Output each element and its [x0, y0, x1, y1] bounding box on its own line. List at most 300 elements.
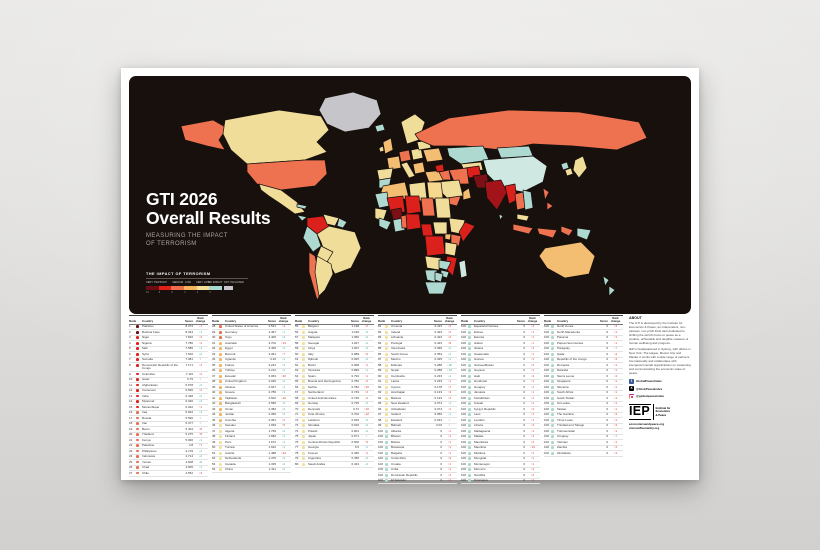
- rank-cell: 25: [129, 459, 133, 464]
- rank-change-cell: ↑1: [613, 362, 618, 367]
- rank-change-cell: ↑4: [530, 423, 535, 428]
- score-cell: 1.672: [268, 439, 276, 444]
- rank-cell: 100: [544, 362, 550, 367]
- country-cell: Sri Lanka: [557, 401, 570, 406]
- rank-change-cell: ↑4: [281, 324, 286, 329]
- rank-cell: 67: [295, 390, 299, 395]
- country-cell: Costa Rica: [391, 456, 406, 461]
- rank-cell: 92: [378, 384, 382, 389]
- rank-cell: 74: [295, 428, 299, 433]
- rank-cell: 100: [544, 390, 550, 395]
- rank-cell: 100: [544, 439, 550, 444]
- rank-change-cell: ↑1: [364, 450, 369, 455]
- country-cell: Oman: [225, 406, 234, 411]
- score-cell: 0: [440, 439, 442, 444]
- country-cell: Lebanon: [308, 417, 320, 422]
- rank-cell: 100: [544, 346, 550, 351]
- score-cell: 0: [523, 362, 525, 367]
- country-cell: Liberia: [474, 423, 484, 428]
- score-cell: 1.475: [268, 456, 276, 461]
- rank-cell: 100: [544, 395, 550, 400]
- score-cell: 0: [523, 335, 525, 340]
- rank-cell: 73: [295, 423, 299, 428]
- rank-change-cell: ↓1: [447, 412, 452, 417]
- rank-cell: 49: [212, 439, 216, 444]
- header-country: Country: [225, 318, 237, 323]
- map-niger: [405, 196, 421, 214]
- website-visionofhumanity: visionofhumanity.org: [629, 426, 660, 431]
- rank-cell: 100: [378, 478, 384, 483]
- header-country: Country: [557, 318, 569, 323]
- map-greenland: [319, 92, 381, 132]
- country-cell: Slovenia: [557, 384, 569, 389]
- rank-change-cell: ↑1: [530, 412, 535, 417]
- about-column: [629, 315, 691, 473]
- header-rank: Rank: [544, 318, 552, 323]
- score-cell: 0.044: [434, 417, 442, 422]
- country-cell: Mexico: [391, 357, 401, 362]
- country-cell: Kosovo: [308, 450, 319, 455]
- rank-cell: 26: [129, 465, 133, 470]
- country-cell: Burkina Faso: [142, 329, 160, 334]
- country-cell: Brazil: [308, 362, 316, 367]
- score-cell: 0.423: [434, 324, 442, 329]
- score-cell: 0: [523, 417, 525, 422]
- rank-change-cell: ↑4: [613, 357, 618, 362]
- table-column-group: [544, 315, 623, 473]
- country-cell: Bahrain: [391, 423, 402, 428]
- rank-change-cell: =: [199, 357, 202, 362]
- rank-change-cell: ↓3: [281, 362, 286, 367]
- rank-cell: 76: [295, 439, 299, 444]
- score-cell: 0.794: [351, 373, 359, 378]
- header-score: Score: [599, 318, 608, 323]
- score-cell: 0: [606, 450, 608, 455]
- score-cell: 0: [523, 412, 525, 417]
- legend-tick: 4: [184, 290, 186, 294]
- rank-cell: 21: [129, 437, 133, 442]
- header-score: Score: [433, 318, 442, 323]
- score-cell: 0.72: [353, 406, 359, 411]
- country-cell: Lithuania: [391, 335, 404, 340]
- country-cell: Burundi: [225, 351, 236, 356]
- rank-change-cell: ↑2: [281, 417, 286, 422]
- rank-change-cell: ↑1: [364, 373, 369, 378]
- header-rank: Rank: [378, 318, 386, 323]
- table-header-row: [461, 315, 540, 325]
- country-cell: Mozambique: [142, 404, 160, 409]
- rank-cell: 100: [378, 445, 384, 450]
- rank-change-cell: ↑1: [447, 439, 452, 444]
- country-cell: Kazakhstan: [474, 395, 490, 400]
- rank-cell: 39: [212, 384, 216, 389]
- score-cell: 0: [523, 390, 525, 395]
- score-cell: 0.399: [434, 346, 442, 351]
- country-cell: Afghanistan: [142, 382, 158, 387]
- rank-cell: 45: [212, 417, 216, 422]
- score-cell: 0.702: [351, 412, 359, 417]
- score-cell: 0.288: [434, 368, 442, 373]
- rank-change-cell: ↓13: [447, 368, 452, 373]
- score-cell: 0: [606, 340, 608, 345]
- score-cell: 0.455: [351, 456, 359, 461]
- score-cell: 0.899: [351, 368, 359, 373]
- rank-cell: 15: [129, 404, 133, 409]
- country-cell: Cyprus: [391, 384, 401, 389]
- rank-change-cell: =: [365, 434, 368, 439]
- rank-cell: 5: [129, 346, 131, 351]
- country-cell: Iraq: [142, 410, 148, 415]
- rank-cell: 32: [212, 346, 216, 351]
- rank-change-cell: ↑4: [530, 434, 535, 439]
- score-cell: 6.428: [185, 393, 193, 398]
- rank-change-cell: =: [448, 423, 451, 428]
- rank-cell: 27: [129, 470, 133, 475]
- legend-tick: 0: [209, 290, 211, 294]
- country-cell: Myanmar: [142, 399, 155, 404]
- footer-websites: [629, 422, 691, 430]
- rank-change-cell: ↓2: [198, 399, 203, 404]
- rank-cell: 53: [212, 461, 216, 466]
- score-cell: 0.782: [351, 379, 359, 384]
- rank-change-cell: ↑4: [530, 472, 535, 477]
- score-cell: 0.178: [434, 384, 442, 389]
- results-table: [129, 315, 691, 483]
- score-cell: 0: [523, 379, 525, 384]
- rank-cell: 100: [461, 335, 467, 340]
- country-cell: Colombia: [142, 371, 155, 376]
- score-cell: 0: [606, 346, 608, 351]
- score-cell: 0: [606, 335, 608, 340]
- score-cell: 3.26: [270, 357, 276, 362]
- rank-change-cell: ↑2: [198, 371, 203, 376]
- rank-change-cell: ↑22: [364, 384, 369, 389]
- rank-cell: 13: [129, 393, 133, 398]
- rank-change-cell: ↑4: [613, 324, 618, 329]
- rank-cell: 94: [378, 395, 382, 400]
- rank-cell: 100: [544, 434, 550, 439]
- gti-poster: [121, 68, 699, 483]
- rank-change-cell: ↑1: [613, 417, 618, 422]
- map-madagascar: [459, 260, 467, 278]
- table-row: [461, 479, 540, 485]
- country-cell: Nicaragua: [474, 478, 488, 483]
- header-country: Country: [391, 318, 403, 323]
- score-cell: 8.324: [185, 329, 193, 334]
- country-cell: Angola: [308, 329, 318, 334]
- rank-change-cell: ↑1: [530, 379, 535, 384]
- rank-change-cell: ↑4: [613, 351, 618, 356]
- score-cell: 6.79: [187, 377, 193, 382]
- rank-change-cell: ↓3: [281, 390, 286, 395]
- rank-change-cell: ↑4: [613, 450, 618, 455]
- country-cell: Slovakia: [308, 423, 320, 428]
- rank-change-cell: ↑4: [613, 412, 618, 417]
- rank-cell: 97: [378, 412, 382, 417]
- rank-change-cell: ↑4: [530, 346, 535, 351]
- country-cell: Türkiye: [225, 368, 235, 373]
- map-australia: [539, 242, 595, 278]
- score-cell: 4.467: [268, 329, 276, 334]
- rank-cell: 20: [129, 432, 133, 437]
- score-cell: 0: [523, 357, 525, 362]
- rank-change-cell: ↑5: [281, 423, 286, 428]
- score-cell: 0: [523, 340, 525, 345]
- rank-change-cell: ↑2: [447, 324, 452, 329]
- country-cell: Bangladesh: [225, 401, 241, 406]
- score-cell: 0: [523, 467, 525, 472]
- rank-cell: 100: [461, 472, 467, 477]
- rank-change-cell: ↑1: [530, 478, 535, 483]
- map-canada: [223, 110, 329, 164]
- rank-cell: 100: [461, 478, 467, 483]
- rank-change-cell: ↑10: [364, 406, 369, 411]
- score-cell: 0.5: [354, 445, 359, 450]
- table-header-row: [129, 315, 208, 325]
- rank-cell: 31: [212, 340, 216, 345]
- score-cell: 0: [523, 324, 525, 329]
- country-cell: Central African Republic: [308, 439, 341, 444]
- rank-cell: 69: [295, 401, 299, 406]
- table-column-group: [212, 315, 291, 473]
- score-cell: 2.361: [268, 417, 276, 422]
- score-cell: 0.749: [351, 395, 359, 400]
- score-cell: 0: [523, 456, 525, 461]
- rank-cell: 7: [129, 357, 131, 362]
- rank-cell: 33: [212, 351, 216, 356]
- score-cell: 0: [523, 346, 525, 351]
- rank-cell: 29: [212, 329, 216, 334]
- score-cell: 0: [606, 428, 608, 433]
- rank-change-cell: ↑1: [530, 428, 535, 433]
- country-cell: Guinea: [474, 357, 484, 362]
- rank-change-cell: ↑1: [530, 340, 535, 345]
- rank-cell: 100: [544, 379, 550, 384]
- score-cell: 1.682: [268, 434, 276, 439]
- rank-change-cell: ↑4: [613, 423, 618, 428]
- rank-cell: 46: [212, 423, 216, 428]
- rank-cell: 100: [461, 401, 467, 406]
- country-cell: Germany: [225, 329, 238, 334]
- country-cell: Laos: [474, 412, 481, 417]
- rank-cell: 99: [378, 423, 382, 428]
- country-cell: Libya: [308, 346, 316, 351]
- score-cell: 1.007: [351, 346, 359, 351]
- rank-change-cell: ↑1: [447, 434, 452, 439]
- legend-label: VERY LOW: [196, 280, 210, 284]
- rank-cell: 6: [129, 351, 131, 356]
- rank-change-cell: ↓1: [447, 357, 452, 362]
- rank-cell: 100: [461, 461, 467, 466]
- map-indonesia: [513, 224, 533, 234]
- score-cell: 0: [523, 428, 525, 433]
- rank-change-cell: ↓2: [281, 368, 286, 373]
- rank-cell: 50: [212, 445, 216, 450]
- country-cell: Portugal: [391, 340, 403, 345]
- table-column-group: [378, 315, 457, 483]
- rank-cell: 60: [295, 351, 299, 356]
- rank-cell: 54: [212, 467, 216, 472]
- rank-change-cell: ↑6: [364, 351, 369, 356]
- rank-change-cell: ↑1: [530, 401, 535, 406]
- rank-change-cell: ↓8: [198, 459, 203, 464]
- table-column-group: [129, 315, 208, 473]
- legend-colorbar: [146, 286, 234, 290]
- rank-change-cell: ↓2: [364, 461, 369, 466]
- header-rank: Rank: [295, 318, 303, 323]
- score-cell: 0.423: [434, 335, 442, 340]
- rank-change-cell: ↑2: [447, 329, 452, 334]
- table-row: [378, 479, 457, 485]
- country-cell: South Sudan: [557, 395, 575, 400]
- country-cell: Syria: [142, 351, 149, 356]
- country-cell: Ukraine: [225, 384, 236, 389]
- rank-change-cell: ↑2: [198, 335, 203, 340]
- country-cell: Egypt: [225, 346, 233, 351]
- score-cell: 0: [523, 406, 525, 411]
- rank-cell: 100: [461, 362, 467, 367]
- country-cell: Algeria: [225, 428, 235, 433]
- score-cell: 7.780: [185, 340, 193, 345]
- table-row: [295, 462, 374, 468]
- instagram-icon: [629, 394, 634, 399]
- country-cell: Qatar: [557, 351, 565, 356]
- rank-change-cell: ↑5: [364, 439, 369, 444]
- rank-change-cell: ↑1: [447, 461, 452, 466]
- score-cell: 2.586: [268, 401, 276, 406]
- country-cell: El Salvador: [391, 478, 407, 483]
- rank-change-cell: ↑2: [364, 390, 369, 395]
- score-cell: 0.353: [434, 351, 442, 356]
- rank-change-cell: ↑1: [447, 450, 452, 455]
- country-cell: Denmark: [308, 406, 321, 411]
- rank-change-cell: ↓2: [281, 428, 286, 433]
- score-cell: 0.233: [434, 373, 442, 378]
- iep-logo-tagline: Institute for Economics & Peace: [653, 404, 670, 420]
- map-usa: [247, 160, 327, 190]
- score-cell: 2.927: [268, 384, 276, 389]
- rank-change-cell: ↓1: [198, 329, 203, 334]
- country-cell: Chile: [142, 470, 149, 475]
- score-cell: 0.616: [351, 423, 359, 428]
- rank-cell: 56: [295, 329, 299, 334]
- rank-cell: 100: [378, 434, 384, 439]
- legend-tick: 6: [171, 290, 173, 294]
- header-rank-change: Rank change: [278, 316, 289, 323]
- rank-change-cell: ↑1: [530, 335, 535, 340]
- map-tanzania: [445, 242, 457, 256]
- rank-cell: 100: [378, 456, 384, 461]
- rank-cell: 79: [295, 456, 299, 461]
- rank-cell: 24: [129, 454, 133, 459]
- rank-change-cell: ↓1: [281, 384, 286, 389]
- score-cell: 2.366: [268, 412, 276, 417]
- map-panel: [129, 76, 691, 314]
- iep-logo-mark: IEP: [629, 404, 651, 419]
- score-cell: 0: [606, 401, 608, 406]
- rank-change-cell: ↑3: [447, 395, 452, 400]
- country-cell: Yemen: [142, 459, 152, 464]
- rank-cell: 100: [461, 379, 467, 384]
- score-cell: 4.521: [268, 324, 276, 329]
- rank-cell: 37: [212, 373, 216, 378]
- rank-cell: 90: [378, 373, 382, 378]
- rank-change-cell: ↓2: [198, 351, 203, 356]
- score-cell: 0: [440, 445, 442, 450]
- rank-change-cell: ↑1: [530, 450, 535, 455]
- social-links: [629, 379, 691, 399]
- country-cell: Kyrgyz Republic: [474, 406, 496, 411]
- rank-cell: 100: [544, 412, 550, 417]
- rank-cell: 22: [129, 443, 133, 448]
- map-drc: [425, 236, 445, 256]
- rank-cell: 81: [378, 324, 382, 329]
- rank-cell: 96: [378, 406, 382, 411]
- country-cell: Spain: [308, 373, 316, 378]
- country-cell: Serbia: [308, 384, 317, 389]
- table-row: [129, 471, 208, 477]
- rank-change-cell: ↓2: [281, 456, 286, 461]
- table-row: [212, 468, 291, 474]
- header-rank-change: Rank change: [527, 316, 538, 323]
- country-cell: Zambia: [557, 445, 568, 450]
- rank-change-cell: ↑1: [530, 390, 535, 395]
- score-cell: 0: [606, 362, 608, 367]
- rank-cell: 14: [129, 399, 133, 404]
- score-cell: 4.406: [268, 335, 276, 340]
- rank-cell: 12: [129, 388, 133, 393]
- score-cell: 2.786: [268, 390, 276, 395]
- country-cell: Iran: [142, 421, 148, 426]
- country-cell: Netherlands: [225, 456, 242, 461]
- rank-cell: 82: [378, 329, 382, 334]
- rank-change-cell: ↑1: [447, 406, 452, 411]
- country-cell: Republic of the Congo: [557, 357, 587, 362]
- rank-change-cell: ↓1: [198, 465, 203, 470]
- country-cell: Côte d'Ivoire: [308, 412, 325, 417]
- country-cell: Niger: [142, 335, 150, 340]
- rank-change-cell: ↑1: [530, 395, 535, 400]
- social-x: [629, 386, 691, 391]
- country-cell: Croatia: [391, 461, 401, 466]
- country-cell: India: [142, 393, 149, 398]
- header-rank-change: Rank change: [610, 316, 621, 323]
- facebook-icon: f: [630, 378, 633, 383]
- table-row: [544, 451, 623, 457]
- rank-change-cell: ↓2: [198, 393, 203, 398]
- rank-change-cell: ↑1: [613, 335, 618, 340]
- score-cell: 0: [440, 461, 442, 466]
- score-cell: 0.423: [434, 329, 442, 334]
- score-cell: 4.605: [185, 465, 193, 470]
- country-cell: Armenia: [391, 324, 403, 329]
- country-cell: Israel: [142, 377, 150, 382]
- rank-cell: 9: [129, 371, 131, 376]
- country-cell: Jordan: [225, 412, 235, 417]
- score-cell: 2.382: [268, 406, 276, 411]
- rank-change-cell: ↓1: [198, 437, 203, 442]
- country-cell: Australia: [225, 340, 237, 345]
- country-cell: Venezuela: [391, 346, 406, 351]
- impact-legend: [146, 272, 266, 295]
- legend-label: MEDIUM: [172, 280, 184, 284]
- score-cell: 4.8: [188, 443, 193, 448]
- score-cell: 0: [523, 329, 525, 334]
- country-cell: Ethiopia: [391, 362, 402, 367]
- rank-change-cell: ↑1: [530, 456, 535, 461]
- country-cell: Mauritius: [474, 445, 487, 450]
- table-header-row: [544, 315, 623, 325]
